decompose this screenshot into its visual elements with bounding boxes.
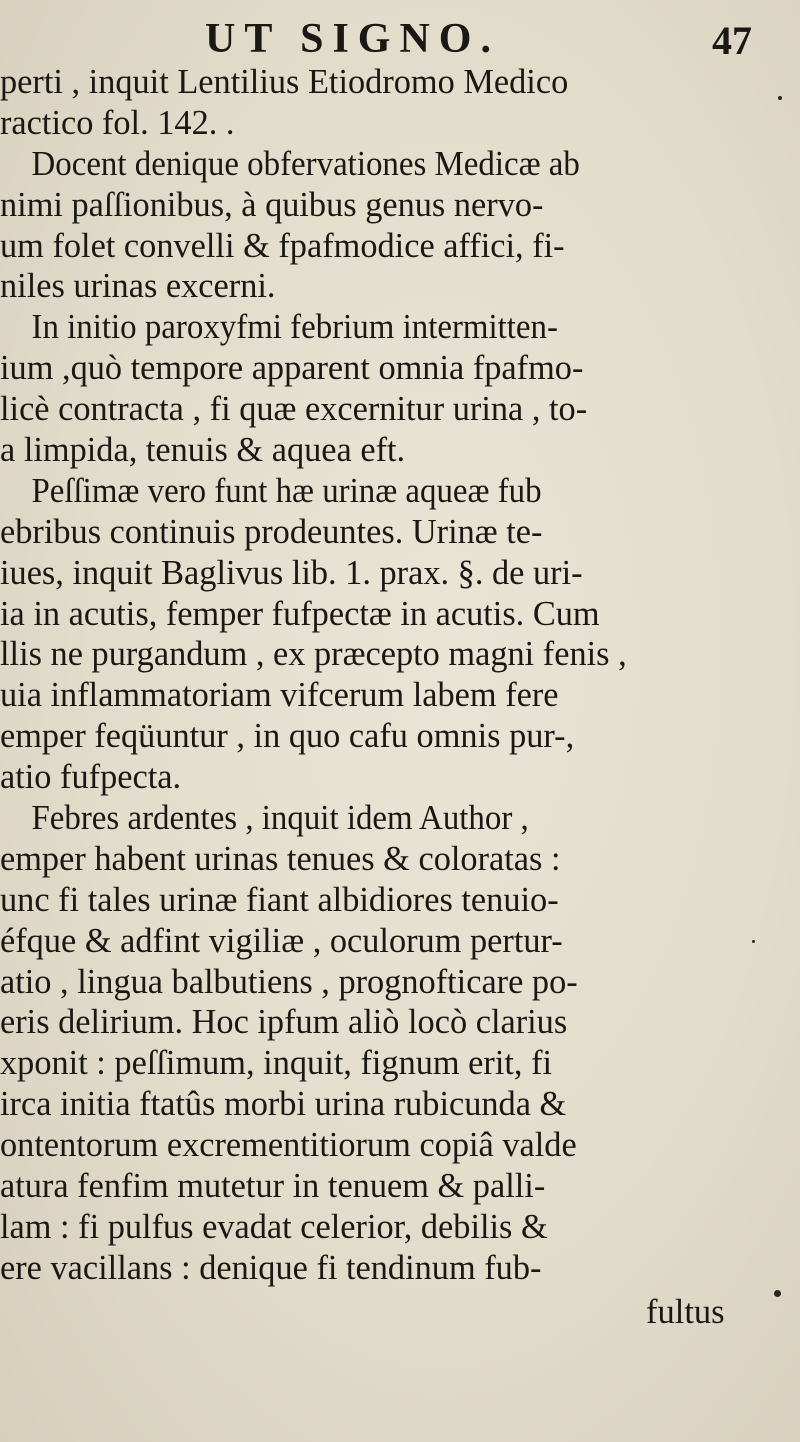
page-header [0,14,800,64]
text-line: iues, inquit Baglivus lib. 1. prax. §. de uri- [0,553,583,592]
text-line: uia inflammatoriam vifcerum labem fere [0,676,559,715]
text-line: Peſſimæ vero funt hæ urinæ aqueæ fub [31,471,542,510]
text-line: emper habent urinas tenues & coloratas : [0,839,561,878]
text-line: ia in acutis, femper fufpectæ in acutis. Cum [0,594,600,633]
text-line: Febres ardentes , inquit idem Author , [31,799,529,838]
text-line: ebribus continuis prodeuntes. Urinæ te- [0,512,543,551]
text-line: Docent denique obfervationes Medicæ ab [31,144,580,183]
text-line: a limpida, tenuis & aquea eft. [0,431,406,470]
text-line: emper feqüuntur , in quo cafu omnis pur-, [0,717,575,756]
text-line: éfque & adfint vigiliæ , oculorum pertur- [0,921,563,960]
text-line: unc fi tales urinæ fiant albidiores tenuio- [0,880,559,919]
text-line: licè contracta , fi quæ excernitur urina , to- [0,390,588,429]
text-line: ere vacillans : denique fi tendinum fub- [0,1248,542,1287]
text-line: xponit : peſſimum, inquit, fignum erit, fi [0,1044,553,1083]
page-number: 47 [712,18,752,63]
text-line: atio , lingua balbutiens , prognofticare po- [0,962,578,1001]
text-line: lam : fi pulfus evadat celerior, debilis & [0,1207,548,1246]
text-line: niles urinas excerni. [0,267,276,306]
text-line: nimi paſſionibus, à quibus genus nervo- [0,185,544,224]
text-line: eris delirium. Hoc ipfum aliò locò clarius [0,1003,568,1042]
text-line: ontentorum excrementitiorum copiâ valde [0,1126,577,1165]
text-line: um folet convelli & fpafmodice affici, fi- [0,226,565,265]
ink-speck [752,940,755,943]
text-line: In initio paroxyfmi febrium intermitten- [31,308,558,347]
body-text [0,62,800,1289]
ink-speck [774,1290,781,1297]
catchword: fultus [646,1293,725,1331]
ink-speck [778,96,782,100]
running-head: UT SIGNO. [205,16,500,62]
text-line: llis ne purgandum , ex præcepto magni fenis , [0,635,627,674]
text-line: atura fenfim mutetur in tenuem & palli- [0,1167,546,1206]
text-line: perti , inquit Lentilius Etiodromo Medico [0,63,569,101]
text-line: atio fufpecta. [0,758,182,797]
text-line: ractico fol. 142. . [0,103,235,142]
text-line: irca initia ftatûs morbi urina rubicunda & [0,1085,567,1124]
text-line: ium ,quò tempore apparent omnia fpafmo- [0,349,584,388]
